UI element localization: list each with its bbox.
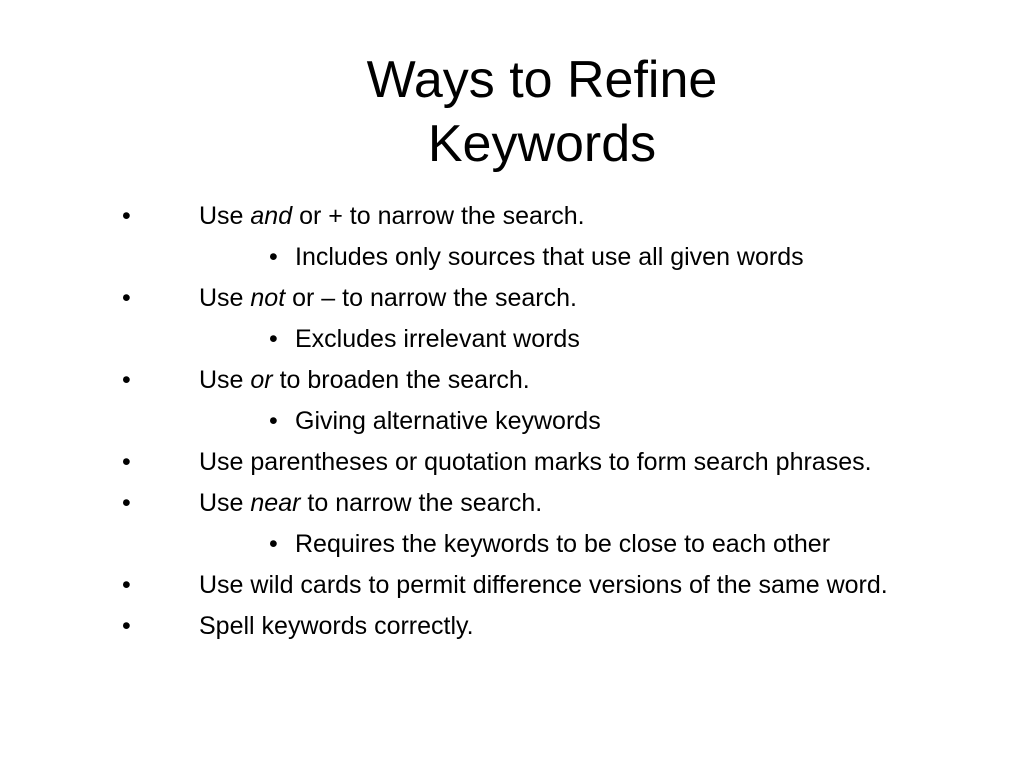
bullet-item-not [0, 281, 1024, 315]
bullet-text [199, 281, 919, 315]
bullet-text-post: or + to narrow the search. [292, 202, 585, 230]
bullet-text-emphasis: and [250, 202, 293, 230]
bullet-text-emphasis: or [250, 366, 273, 394]
sub-bullet-icon: • [269, 243, 278, 271]
bullet-text-post: or – to narrow the search. [285, 284, 577, 312]
bullet-text-emphasis: near [250, 489, 301, 517]
bullet-text: Use parentheses or quotation marks to form search phrases. [199, 448, 872, 476]
bullet-icon: • [122, 448, 131, 476]
bullet-icon: • [122, 612, 131, 640]
bullet-icon: • [122, 571, 131, 599]
bullet-text [199, 363, 919, 397]
sub-bullet-text: Requires the keywords to be close to each other [295, 530, 831, 558]
slide-title-line-2: Keywords [427, 115, 657, 173]
bullet-item-spell [0, 609, 1024, 643]
bullet-icon: • [122, 202, 131, 230]
bullet-item-parentheses [0, 445, 1024, 479]
slide-title [0, 48, 1024, 176]
sub-bullet-text: Excludes irrelevant words [295, 325, 580, 353]
sub-bullet-text: Giving alternative keywords [295, 407, 601, 435]
bullet-text-pre: Use [199, 284, 251, 312]
bullet-text-pre: Use [199, 202, 251, 230]
bullet-item-wildcards [0, 568, 1024, 602]
sub-bullet-icon: • [269, 325, 278, 353]
bullet-text: Spell keywords correctly. [199, 612, 474, 640]
bullet-text-pre: Use [199, 366, 251, 394]
sub-bullet-item [0, 322, 1024, 356]
bullet-icon: • [122, 284, 131, 312]
bullet-item-near [0, 486, 1024, 520]
bullet-text-pre: Use [199, 489, 251, 517]
sub-bullet-item [0, 527, 1024, 561]
bullet-icon: • [122, 366, 131, 394]
sub-bullet-text: Includes only sources that use all given words [295, 243, 804, 271]
bullet-text-emphasis: not [250, 284, 286, 312]
bullet-text: Use wild cards to permit difference versions of the same word. [199, 571, 888, 599]
bullet-item-or [0, 363, 1024, 397]
slide-title-line-1: Ways to Refine [366, 51, 718, 109]
bullet-icon: • [122, 489, 131, 517]
sub-bullet-item [0, 240, 1024, 274]
sub-bullet-icon: • [269, 530, 278, 558]
bullet-item-and [0, 199, 1024, 233]
sub-bullet-item [0, 404, 1024, 438]
bullet-text [199, 486, 919, 520]
sub-bullet-icon: • [269, 407, 278, 435]
bullet-text-post: to narrow the search. [300, 489, 543, 517]
bullet-list [0, 199, 1024, 650]
bullet-text [199, 199, 919, 233]
bullet-text-post: to broaden the search. [272, 366, 530, 394]
